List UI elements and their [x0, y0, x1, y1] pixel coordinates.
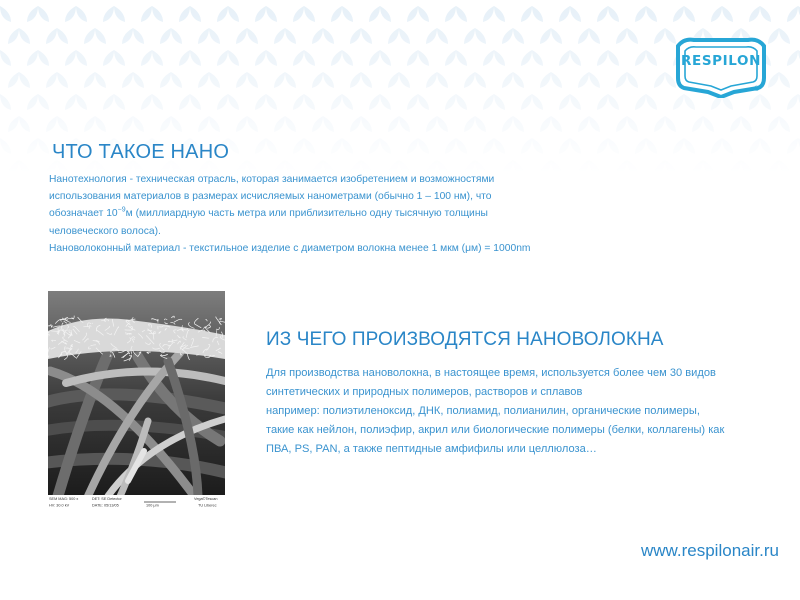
exponent: −9	[117, 206, 126, 214]
sem-hv-label: HV: 30.0 kV	[49, 503, 70, 508]
materials-line-2: синтетических и природных полимеров, растворов и сплавов	[266, 386, 583, 398]
section-title-nanofiber-materials: ИЗ ЧЕГО ПРОИЗВОДЯТСЯ НАНОВОЛОКНА	[266, 329, 664, 350]
materials-line-3: например: полиэтиленоксид, ДНК, полиамид, полианилин, органические полимеры,	[266, 405, 700, 417]
sem-scale-label: 100 μm	[146, 503, 159, 508]
sem-detector-label: DET: SE Detector	[92, 497, 122, 501]
materials-text	[266, 364, 766, 459]
sem-institute-label: TU Liberec	[198, 503, 217, 508]
materials-line-5: ПВА, PS, PAN, а также пептидные амфифилы или целлюлоза…	[266, 443, 597, 455]
website-link[interactable]: www.respilonair.ru	[641, 541, 779, 560]
sem-mag-label: SEM MAG: 500 x	[49, 497, 79, 501]
sem-date-label: DATE: 05/13/05	[92, 503, 119, 508]
registered-mark: ®	[754, 86, 760, 93]
intro-text	[49, 171, 569, 257]
intro-line-2: использования материалов в размерах исчисляемых нанометрами (обычно 1 – 100 нм), что	[49, 191, 492, 203]
sem-micrograph	[48, 291, 225, 511]
section-title-what-is-nano: ЧТО ТАКОЕ НАНО	[52, 141, 230, 163]
intro-line-1: Нанотехнология - техническая отрасль, которая занимается изобретением и возможностями	[49, 174, 495, 185]
nanofiber-definition: Нановолоконный материал - текстильное изделие с диаметром волокна менее 1 мкм (μм) = 1000nm	[49, 242, 531, 254]
sem-vendor-label: Vega©Tescan	[194, 497, 218, 501]
intro-line-4: человеческого волоса).	[49, 225, 161, 237]
logo-text: RESPILON	[681, 53, 761, 69]
intro-line-3: обозначает $10^{-9}м$ (миллиардную часть метра или приблизительно одну тысячную толщины	[49, 206, 488, 220]
materials-line-4: такие как нейлон, полиэфир, акрил или биологические полимеры (белки, коллагены) как	[266, 424, 725, 436]
materials-line-1: Для производства нановолокна, в настоящее время, используется более чем 30 видов	[266, 367, 716, 379]
